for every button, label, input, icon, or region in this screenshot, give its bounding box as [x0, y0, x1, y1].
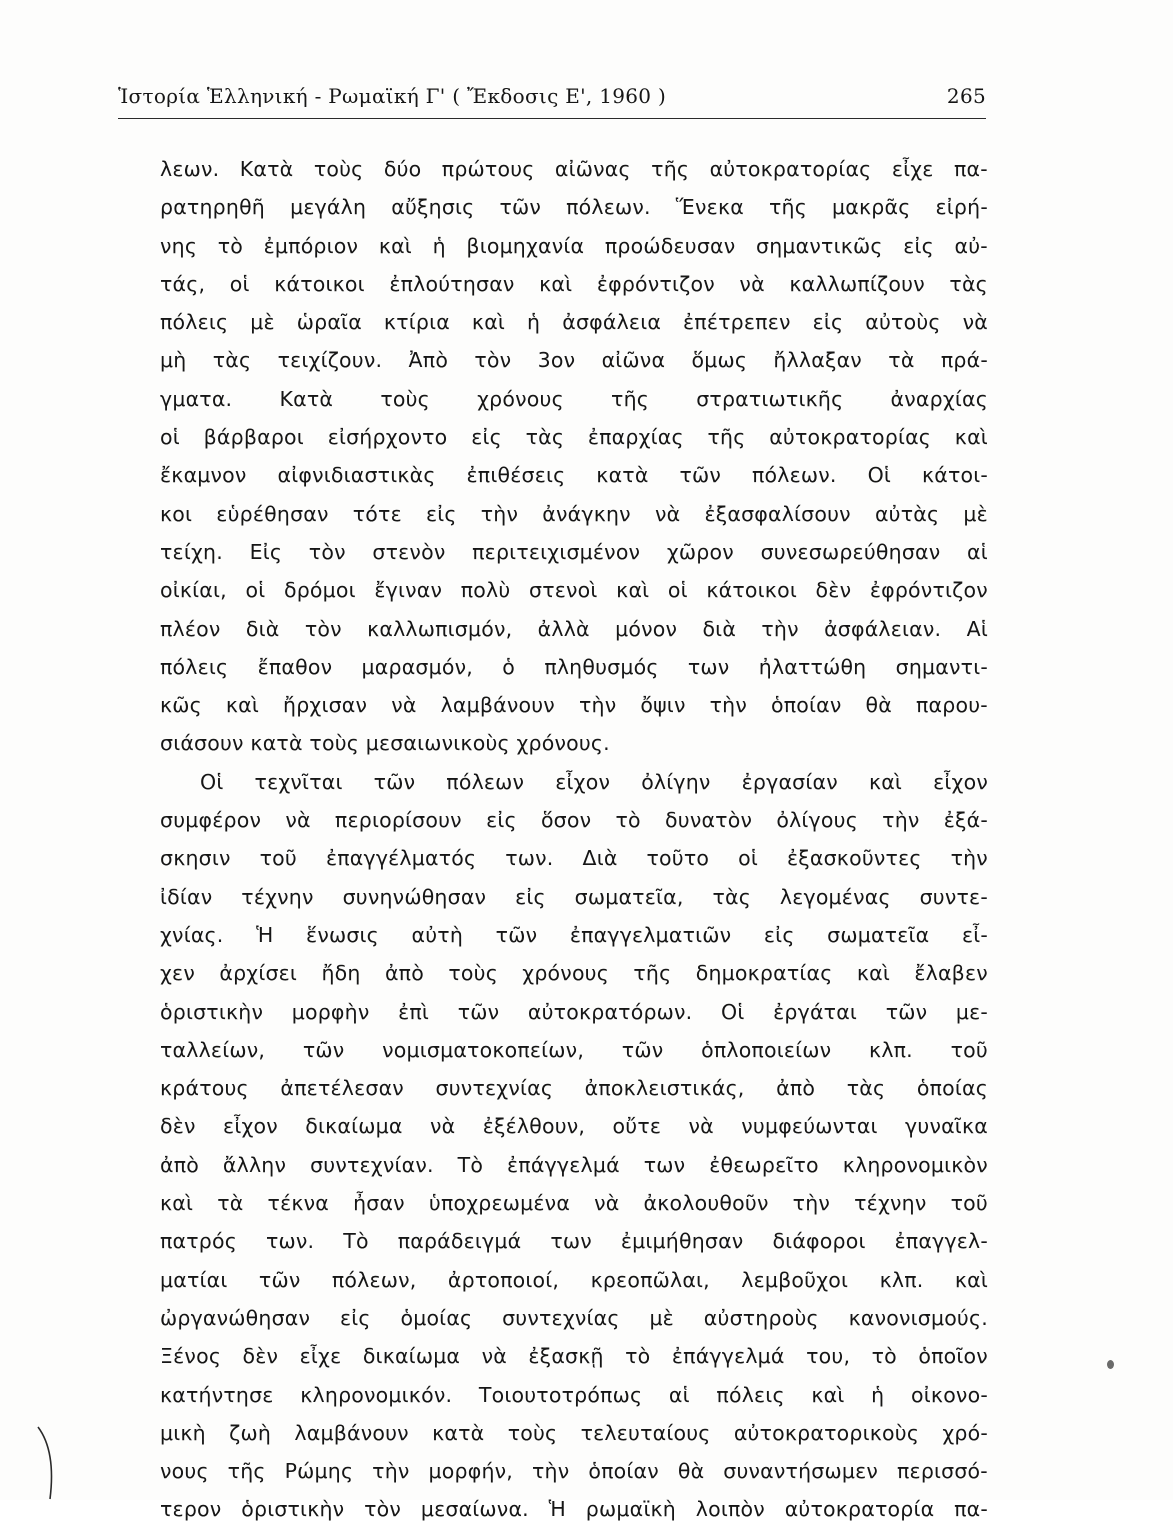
margin-pen-mark	[30, 1425, 60, 1500]
text-line: δὲν εἶχον δικαίωμα νὰ ἐξέλθουν, οὔτε νὰ νυμφεύωνται γυναῖκα	[160, 1114, 988, 1139]
text-line: σιάσουν κατὰ τοὺς μεσαιωνικοὺς χρόνους.	[160, 731, 610, 756]
text-line: γματα. Κατὰ τοὺς χρόνους τῆς στρατιωτικῆς ἀναρχίας	[160, 386, 988, 411]
text-line: νους τῆς Ρώμης τὴν μορφήν, τὴν ὁποίαν θὰ συναντήσωμεν περισσό-	[160, 1459, 988, 1484]
text-line: ἰδίαν τέχνην συνηνώθησαν εἰς σωματεῖα, τὰς λεγομένας συντε-	[160, 884, 988, 909]
text-line: κοι εὑρέθησαν τότε εἰς τὴν ἀνάγκην νὰ ἐξασφαλίσουν αὐτὰς μὲ	[160, 501, 988, 526]
text-line: ὁριστικὴν μορφὴν ἐπὶ τῶν αὐτοκρατόρων. Οἱ ἐργάται τῶν με-	[160, 999, 988, 1024]
text-line: κράτους ἀπετέλεσαν συντεχνίας ἀποκλειστικάς, ἀπὸ τὰς ὁποίας	[160, 1076, 988, 1101]
text-line: μικὴ ζωὴ λαμβάνουν κατὰ τοὺς τελευταίους αὐτοκρατορικοὺς χρό-	[160, 1420, 988, 1445]
header-rule	[118, 118, 986, 119]
body-text	[160, 150, 988, 1529]
page-number: 265	[946, 84, 986, 108]
text-line: ματίαι τῶν πόλεων, ἀρτοποιοί, κρεοπῶλαι, λεμβοῦχοι κλπ. καὶ	[160, 1267, 988, 1292]
text-line: πόλεις μὲ ὡραῖα κτίρια καὶ ἡ ἀσφάλεια ἐπέτρεπεν εἰς αὐτοὺς νὰ	[160, 310, 988, 335]
text-line: σκησιν τοῦ ἐπαγγέλματός των. Διὰ τοῦτο οἱ ἐξασκοῦντες τὴν	[160, 846, 988, 871]
text-line: τερον ὁριστικὴν τὸν μεσαίωνα. Ἡ ρωμαϊκὴ λοιπὸν αὐτοκρατορία πα-	[160, 1497, 988, 1522]
text-line: Οἱ τεχνῖται τῶν πόλεων εἶχον ὀλίγην ἐργασίαν καὶ εἶχον	[200, 769, 988, 794]
text-line: κατήντησε κληρονομικόν. Τοιουτοτρόπως αἱ πόλεις καὶ ἡ οἰκονο-	[160, 1382, 988, 1407]
text-line: οἱ βάρβαροι εἰσήρχοντο εἰς τὰς ἐπαρχίας τῆς αὐτοκρατορίας καὶ	[160, 425, 988, 450]
text-line: χνίας. Ἡ ἕνωσις αὐτὴ τῶν ἐπαγγελματιῶν εἰς σωματεῖα εἶ-	[160, 922, 988, 947]
text-line: ὠργανώθησαν εἰς ὁμοίας συντεχνίας μὲ αὐστηροὺς κανονισμούς.	[160, 1305, 988, 1330]
running-header	[118, 80, 988, 114]
text-line: Ξένος δὲν εἶχε δικαίωμα νὰ ἐξασκῇ τὸ ἐπάγγελμά του, τὸ ὁποῖον	[160, 1344, 988, 1369]
text-line: κῶς καὶ ἤρχισαν νὰ λαμβάνουν τὴν ὄψιν τὴν ὁποίαν θὰ παρου-	[160, 693, 988, 718]
text-line: καὶ τὰ τέκνα ἦσαν ὑποχρεωμένα νὰ ἀκολουθοῦν τὴν τέχνην τοῦ	[160, 1191, 988, 1216]
ink-speck	[1107, 1360, 1114, 1369]
text-line: πατρός των. Τὸ παράδειγμά των ἐμιμήθησαν διάφοροι ἐπαγγελ-	[160, 1229, 988, 1254]
text-line: χεν ἀρχίσει ἤδη ἀπὸ τοὺς χρόνους τῆς δημοκρατίας καὶ ἔλαβεν	[160, 961, 988, 986]
text-line: ἀπὸ ἄλλην συντεχνίαν. Τὸ ἐπάγγελμά των ἐθεωρεῖτο κληρονομικὸν	[160, 1152, 988, 1177]
text-line: ταλλείων, τῶν νομισματοκοπείων, τῶν ὁπλοποιείων κλπ. τοῦ	[160, 1037, 988, 1062]
header-title: Ἱστορία Ἑλληνική - Ρωμαϊκή Γ' ( Ἔκδοσις Ε', 1960 )	[118, 84, 667, 108]
text-line: μὴ τὰς τειχίζουν. Ἀπὸ τὸν 3ον αἰῶνα ὅμως ἤλλαξαν τὰ πρά-	[160, 348, 988, 373]
text-line: ἔκαμνον αἰφνιδιαστικὰς ἐπιθέσεις κατὰ τῶν πόλεων. Οἱ κάτοι-	[160, 463, 988, 488]
text-line: τάς, οἱ κάτοικοι ἐπλούτησαν καὶ ἐφρόντιζον νὰ καλλωπίζουν τὰς	[160, 271, 988, 296]
text-line: τείχη. Εἰς τὸν στενὸν περιτειχισμένον χῶρον συνεσωρεύθησαν αἱ	[160, 539, 988, 564]
text-line: πόλεις ἔπαθον μαρασμόν, ὁ πληθυσμός των ἠλαττώθη σημαντι-	[160, 654, 988, 679]
text-line: ρατηρηθῆ μεγάλη αὔξησις τῶν πόλεων. Ἕνεκα τῆς μακρᾶς εἰρή-	[160, 195, 988, 220]
text-line: συμφέρον νὰ περιορίσουν εἰς ὅσον τὸ δυνατὸν ὀλίγους τὴν ἐξά-	[160, 808, 988, 833]
text-line: οἰκίαι, οἱ δρόμοι ἔγιναν πολὺ στενοὶ καὶ οἱ κάτοικοι δὲν ἐφρόντιζον	[160, 578, 988, 603]
text-line: νης τὸ ἐμπόριον καὶ ἡ βιομηχανία προώδευσαν σημαντικῶς εἰς αὐ-	[160, 233, 988, 258]
text-line: πλέον διὰ τὸν καλλωπισμόν, ἀλλὰ μόνον διὰ τὴν ἀσφάλειαν. Αἱ	[160, 616, 988, 641]
text-line: λεων. Κατὰ τοὺς δύο πρώτους αἰῶνας τῆς αὐτοκρατορίας εἶχε πα-	[160, 157, 988, 181]
